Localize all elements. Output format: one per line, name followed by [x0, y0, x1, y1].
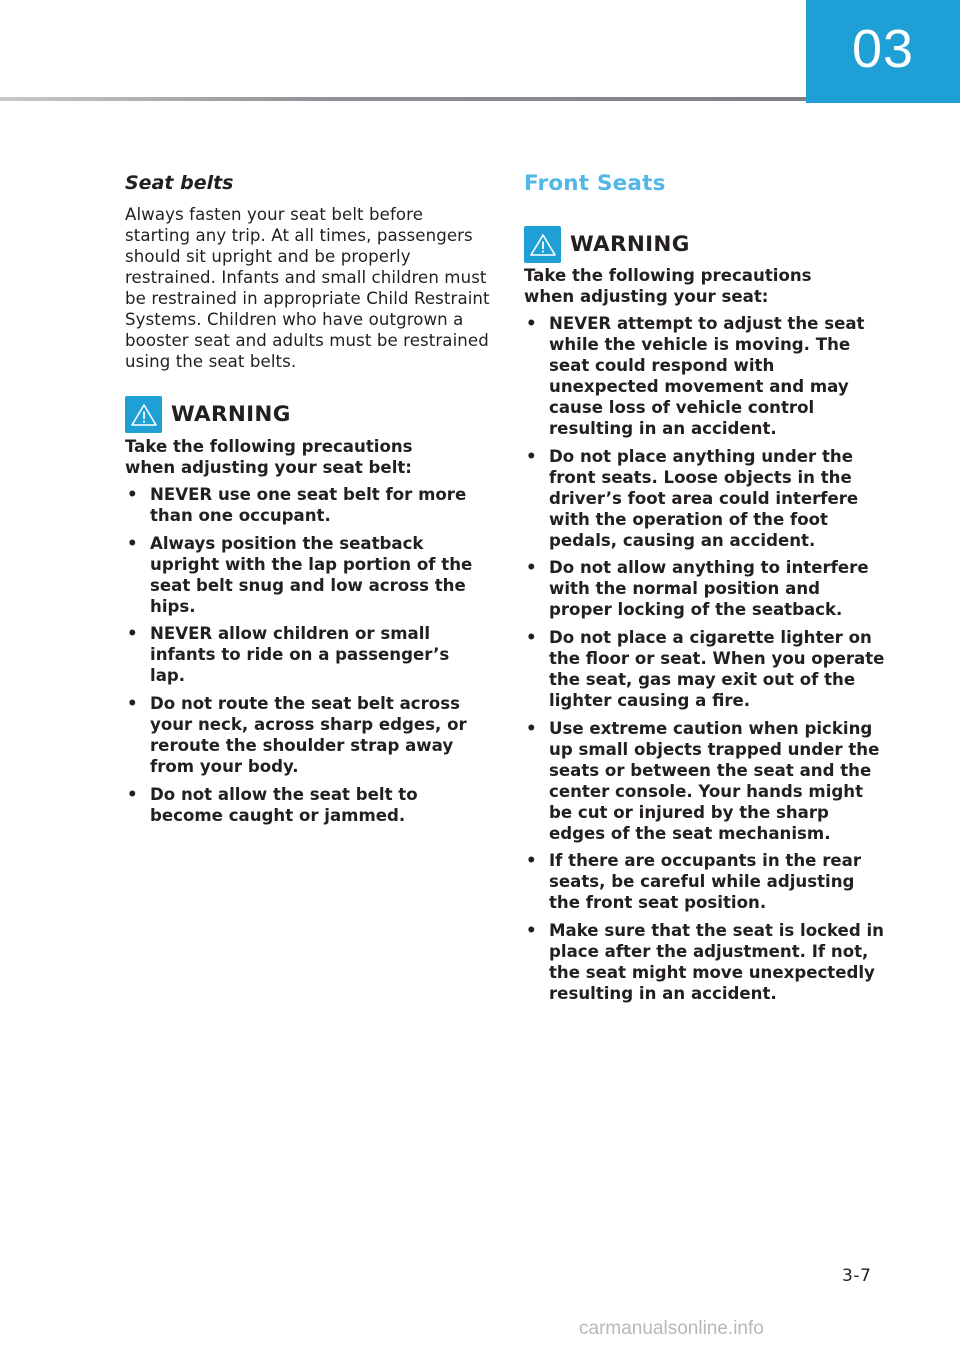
chapter-tab: [806, 0, 960, 103]
warning-intro: Take the following precautions when adjusting your seat belt:: [125, 437, 413, 477]
seat-belt-warning-header: [125, 396, 291, 433]
warning-triangle-icon: [524, 226, 561, 263]
list-item: • Make sure that the seat is locked in place after the adjustment. If not, the seat might move unexpectedly resulting in an accident.: [524, 920, 888, 1004]
list-item: • Do not allow anything to interfere with the normal position and proper locking of the seatback.: [524, 557, 888, 620]
list-item: • Do not place anything under the front seats. Loose objects in the driver’s foot area could interfere with the operation of the foot pedals, causing an accident.: [524, 446, 888, 551]
list-item: • Always position the seatback upright with the lap portion of the seat belt snug and low across the hips.: [125, 533, 490, 617]
list-item: • NEVER use one seat belt for more than one occupant.: [125, 484, 490, 526]
warning-triangle-icon: [125, 396, 162, 433]
front-seat-warning-list: [524, 313, 888, 1011]
watermark: carmanualsonline.info: [579, 1318, 764, 1339]
seat-belt-warning-list: [125, 484, 490, 832]
front-seat-warning-header: [524, 226, 690, 263]
page-number: 3-7: [842, 1266, 872, 1286]
list-item: • NEVER attempt to adjust the seat while the vehicle is moving. The seat could respond with unexpected movement and may cause loss of vehicle control resulting in an accident.: [524, 313, 888, 439]
warning-title: WARNING: [171, 402, 291, 427]
list-item: • Do not route the seat belt across your neck, across sharp edges, or reroute the shoulder strap away from your body.: [125, 693, 490, 777]
warning-intro: Take the following precautions when adjusting your seat:: [524, 266, 812, 306]
list-item: • Do not place a cigarette lighter on the floor or seat. When you operate the seat, gas may exit out of the lighter causing a fire.: [524, 627, 888, 711]
warning-title: WARNING: [570, 232, 690, 257]
list-item: • Do not allow the seat belt to become caught or jammed.: [125, 784, 490, 826]
list-item: • Use extreme caution when picking up small objects trapped under the seats or between the seat and the center console. Your hands might be cut or injured by the sharp edges of the seat mechanism.: [524, 718, 888, 844]
seat-belts-paragraph: Always fasten your seat belt before starting any trip. At all times, passengers should sit upright and be properly restrained. Infants and small children must be restrained in appropriate Child Restraint Systems. Children who have outgrown a booster seat and adults must be restrained using the seat belts.: [125, 205, 490, 371]
chapter-number: 03: [851, 18, 915, 79]
front-seats-heading: Front Seats: [524, 171, 666, 196]
header-rule: [0, 97, 806, 101]
list-item: • NEVER allow children or small infants to ride on a passenger’s lap.: [125, 623, 490, 686]
seat-belts-heading: Seat belts: [125, 172, 234, 194]
list-item: • If there are occupants in the rear seats, be careful while adjusting the front seat position.: [524, 850, 888, 913]
